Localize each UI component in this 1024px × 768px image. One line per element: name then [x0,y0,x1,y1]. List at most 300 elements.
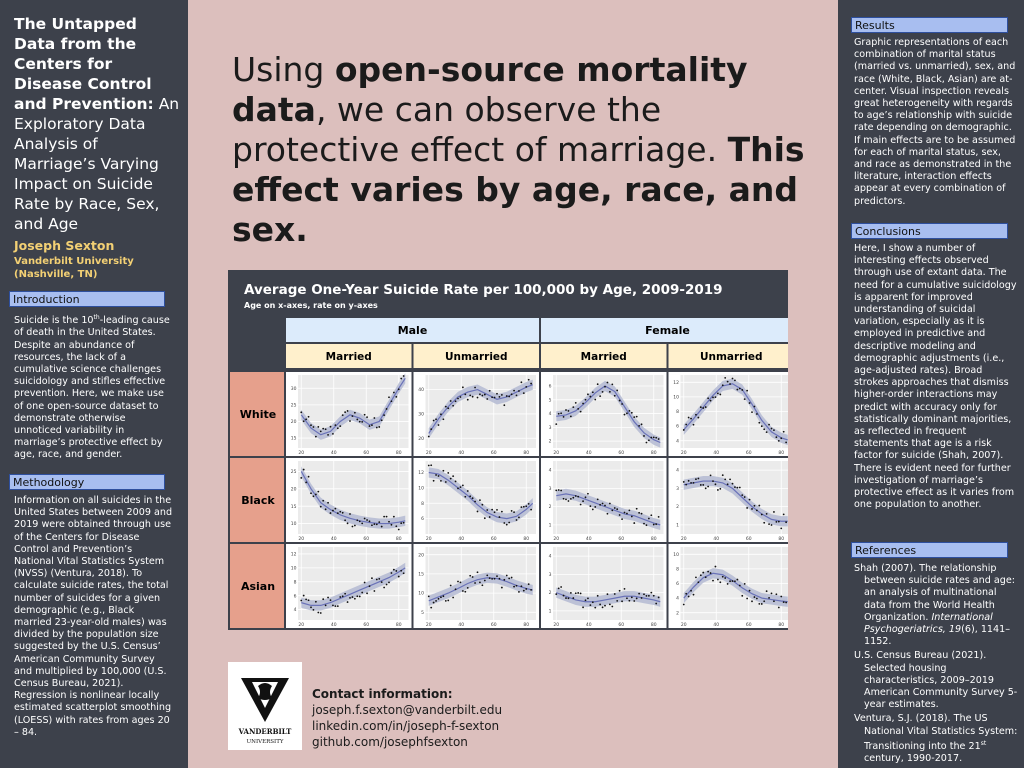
data-point [607,593,609,595]
data-point [558,587,560,589]
data-point [712,480,714,482]
data-point [597,498,599,500]
data-point [633,600,635,602]
data-point [560,412,562,414]
x-tick-label: 80 [778,623,785,628]
data-point [749,499,751,501]
data-point [724,478,726,480]
data-point [516,519,518,521]
data-point [501,511,503,513]
poster-title [14,14,182,234]
data-point [729,478,731,480]
data-point [751,411,753,413]
x-tick-label: 80 [395,537,402,542]
data-point [766,590,768,592]
data-point [467,490,469,492]
data-point [592,601,594,603]
x-tick-label: 40 [330,537,337,542]
chart-title: Average One-Year Suicide Rate per 100,000 by Age, 2009-2019 [244,282,723,298]
x-tick-label: 80 [395,451,402,456]
data-point [621,403,623,405]
data-point [602,391,604,393]
data-point [381,526,383,528]
data-point [530,589,532,591]
data-point [496,393,498,395]
x-tick-label: 40 [330,623,337,628]
data-point [339,596,341,598]
data-point [347,522,349,524]
data-point [732,580,734,582]
data-point [683,481,685,483]
contact-github[interactable]: github.com/josephfsexton [312,735,468,749]
data-point [371,577,373,579]
x-tick-label: 20 [425,623,432,628]
data-point [364,582,366,584]
x-tick-label: 40 [713,537,720,542]
data-point [477,571,479,573]
data-point [435,600,437,602]
conclusions-heading: Conclusions [851,223,1008,239]
methodology-text: Information on all suicides in the United States between 2009 and 2019 were obtained through use of the Centers for Disease Control and Prevention’s National Vital Statistics System (NVSS) (Ventura, 2018). To calculate suicide rates, the total number of suicides for a given demographic (e.g., Black married 23-year-old males) was divided by the population size suggested by the U.S. Census’ American Community Survey and multiplied by 100,000 (U.S. Census Bureau, 2021). Regression is nonlinear locally estimated scatterplot smoothing (LOESS) with rates from ages 20 – 84. [14,495,173,738]
data-point [359,421,361,423]
data-point [388,582,390,584]
data-point [780,596,782,598]
data-point [442,595,444,597]
data-point [702,484,704,486]
data-point [486,398,488,400]
data-point [479,581,481,583]
data-point [697,581,699,583]
data-point [734,380,736,382]
data-point [628,410,630,412]
data-point [386,584,388,586]
data-point [376,579,378,581]
data-point [373,417,375,419]
sex-header-label-female: Female [645,324,690,337]
data-point [386,408,388,410]
y-tick-label: 1 [548,523,552,529]
x-tick-label: 60 [363,451,370,456]
data-point [589,505,591,507]
data-point [513,390,515,392]
data-point [484,517,486,519]
y-tick-label: 20 [418,553,424,559]
x-tick-label: 80 [778,537,785,542]
data-point [785,521,787,523]
data-point [707,571,709,573]
data-point [371,524,373,526]
title-bold: The Untapped Data from the Centers for Disease Control and Prevention: [14,15,154,113]
data-point [570,592,572,594]
y-tick-label: 12 [290,552,297,558]
data-point [462,484,464,486]
data-point [766,431,768,433]
data-point [332,433,334,435]
data-point [317,426,319,428]
contact-email[interactable]: joseph.f.sexton@vanderbilt.edu [312,703,503,717]
data-point [393,569,395,571]
data-point [599,604,601,606]
data-point [568,597,570,599]
data-point [722,384,724,386]
data-point [479,499,481,501]
data-point [383,516,385,518]
data-point [491,396,493,398]
data-point [631,516,633,518]
data-point [430,607,432,609]
data-point [761,514,763,516]
data-point [695,414,697,416]
contact-linkedin[interactable]: linkedin.com/in/joseph-f-sexton [312,719,500,733]
data-point [619,590,621,592]
x-tick-label: 80 [523,623,530,628]
data-point [378,578,380,580]
data-point [337,427,339,429]
data-point [523,590,525,592]
data-point [366,416,368,418]
data-point [516,585,518,587]
data-point [391,572,393,574]
y-tick-label: 25 [290,403,297,409]
data-point [734,486,736,488]
data-point [641,597,643,599]
data-point [773,429,775,431]
race-header-label-black: Black [241,494,275,507]
data-point [440,413,442,415]
data-point [354,598,356,600]
data-point [391,400,393,402]
panel-asian-female-married-plot-area [553,547,664,620]
data-point [376,523,378,525]
data-point [643,435,645,437]
data-point [741,389,743,391]
data-point [398,529,400,531]
data-point [303,420,305,422]
data-point [447,407,449,409]
data-point [754,505,756,507]
data-point [563,416,565,418]
data-point [585,496,587,498]
y-tick-label: 30 [290,386,297,392]
x-tick-label: 20 [553,623,560,628]
data-point [481,395,483,397]
data-point [729,383,731,385]
data-point [783,514,785,516]
data-point [528,583,530,585]
y-tick-label: 5 [421,610,424,616]
data-point [305,482,307,484]
x-tick-label: 20 [298,537,305,542]
data-point [313,495,315,497]
data-point [736,389,738,391]
data-point [604,505,606,507]
data-point [697,417,699,419]
data-point [746,598,748,600]
data-point [467,587,469,589]
y-tick-label: 4 [548,468,552,474]
y-tick-label: 15 [290,436,297,442]
data-point [496,575,498,577]
data-point [305,598,307,600]
data-point [616,508,618,510]
data-point [477,511,479,513]
data-point [773,511,775,513]
data-point [332,510,334,512]
data-point [626,412,628,414]
data-point [717,489,719,491]
data-point [577,408,579,410]
data-point [744,583,746,585]
status-header-label-unmarried: Unmarried [699,351,763,363]
data-point [619,400,621,402]
data-point [646,442,648,444]
y-tick-label: 3 [676,486,679,492]
data-point [460,486,462,488]
data-point [452,475,454,477]
data-point [594,506,596,508]
status-header-label-unmarried: Unmarried [444,351,508,363]
data-point [393,392,395,394]
x-tick-label: 20 [553,451,560,456]
data-point [398,576,400,578]
data-point [624,414,626,416]
data-point [339,425,341,427]
data-point [383,587,385,589]
y-tick-label: 4 [676,439,679,445]
data-point [685,484,687,486]
data-point [563,595,565,597]
data-point [756,598,758,600]
y-tick-label: 20 [418,436,424,442]
data-point [300,477,302,479]
x-tick-label: 80 [778,451,785,456]
data-point [327,434,329,436]
data-point [525,588,527,590]
data-point [761,425,763,427]
data-point [565,499,567,501]
data-point [558,489,560,491]
data-point [310,492,312,494]
data-point [727,583,729,585]
references-heading: References [851,542,1008,558]
reference-3-a: Ventura, S.J. (2018). The US National Vital Statistics System: Transitioning into the 21 [854,713,1018,753]
data-point [330,599,332,601]
facet-grid-chart [228,270,788,630]
data-point [655,523,657,525]
data-point [614,593,616,595]
data-point [356,519,358,521]
data-point [369,425,371,427]
data-point [361,421,363,423]
data-point [560,586,562,588]
data-point [558,413,560,415]
data-point [646,524,648,526]
data-point [705,487,707,489]
data-point [334,424,336,426]
vanderbilt-logo [228,662,302,750]
affiliation: Vanderbilt University (Nashville, TN) [14,256,134,280]
data-point [315,494,317,496]
data-point [347,601,349,603]
data-point [585,399,587,401]
data-point [528,503,530,505]
x-tick-label: 60 [618,537,625,542]
data-point [344,519,346,521]
data-point [395,525,397,527]
data-point [655,603,657,605]
data-point [771,428,773,430]
x-tick-label: 80 [650,623,657,628]
data-point [727,381,729,383]
x-tick-label: 20 [553,537,560,542]
chart-subtitle: Age on x-axes, rate on y-axes [244,301,378,310]
x-tick-label: 40 [458,537,465,542]
data-point [636,598,638,600]
data-point [491,578,493,580]
data-point [604,386,606,388]
vanderbilt-oak-leaf-v-icon [228,662,302,750]
data-point [518,390,520,392]
data-point [732,483,734,485]
data-point [366,592,368,594]
reference-3-b: century, 1990-2017. [864,753,963,765]
x-tick-label: 20 [298,451,305,456]
data-point [648,518,650,520]
contact-block [312,686,502,750]
data-point [313,426,315,428]
data-point [783,601,785,603]
x-tick-label: 40 [713,623,720,628]
data-point [474,501,476,503]
y-tick-label: 3 [548,425,552,431]
race-header-label-white: White [239,408,277,421]
data-point [741,595,743,597]
data-point [572,497,574,499]
x-tick-label: 20 [680,537,687,542]
data-point [763,522,765,524]
data-point [342,512,344,514]
data-point [398,388,400,390]
data-point [609,603,611,605]
data-point [347,410,349,412]
data-point [430,428,432,430]
data-point [626,597,628,599]
data-point [722,474,724,476]
data-point [719,488,721,490]
y-tick-label: 2 [548,439,552,445]
data-point [751,508,753,510]
data-point [771,524,773,526]
introduction-text-a: Suicide is the 10 [14,315,94,327]
data-point [464,393,466,395]
y-tick-label: 4 [676,596,679,602]
data-point [631,597,633,599]
data-point [648,439,650,441]
data-point [653,595,655,597]
y-tick-label: 10 [673,395,679,401]
data-point [611,606,613,608]
data-point [724,377,726,379]
x-tick-label: 40 [458,451,465,456]
data-point [501,394,503,396]
data-point [330,512,332,514]
data-point [499,396,501,398]
x-tick-label: 60 [363,537,370,542]
data-point [577,592,579,594]
data-point [479,393,481,395]
data-point [523,506,525,508]
data-point [525,386,527,388]
reference-1-a: Shah (2007). The relationship between suicide rates and age: an analysis of multinational data from the World Health Organization. [854,563,1015,623]
data-point [658,597,660,599]
data-point [438,598,440,600]
data-point [320,430,322,432]
data-point [511,393,513,395]
y-tick-label: 4 [293,608,297,614]
data-point [683,429,685,431]
data-point [778,607,780,609]
data-point [624,512,626,514]
data-point [332,604,334,606]
data-point [469,395,471,397]
data-point [758,505,760,507]
data-point [455,400,457,402]
data-point [354,525,356,527]
data-point [575,402,577,404]
data-point [710,572,712,574]
data-point [349,597,351,599]
data-point [320,506,322,508]
data-point [614,395,616,397]
data-point [349,420,351,422]
data-point [474,387,476,389]
data-point [460,396,462,398]
data-point [702,572,704,574]
data-point [508,522,510,524]
data-point [464,591,466,593]
y-tick-label: 4 [548,412,552,418]
data-point [388,396,390,398]
data-point [773,600,775,602]
data-point [356,419,358,421]
data-point [344,593,346,595]
data-point [391,524,393,526]
data-point [477,397,479,399]
data-point [467,399,469,401]
sex-header-label-male: Male [397,324,428,337]
data-point [611,509,613,511]
data-point [732,378,734,380]
data-point [320,612,322,614]
y-tick-label: 12 [673,380,679,386]
data-point [342,414,344,416]
y-tick-label: 2 [676,611,679,617]
data-point [371,424,373,426]
introduction-sup: th [93,314,100,321]
data-point [508,578,510,580]
data-point [650,514,652,516]
data-point [602,606,604,608]
data-point [359,596,361,598]
data-point [334,605,336,607]
data-point [366,519,368,521]
data-point [780,527,782,529]
data-point [494,397,496,399]
data-point [763,428,765,430]
data-point [464,496,466,498]
data-point [729,580,731,582]
data-point [317,612,319,614]
